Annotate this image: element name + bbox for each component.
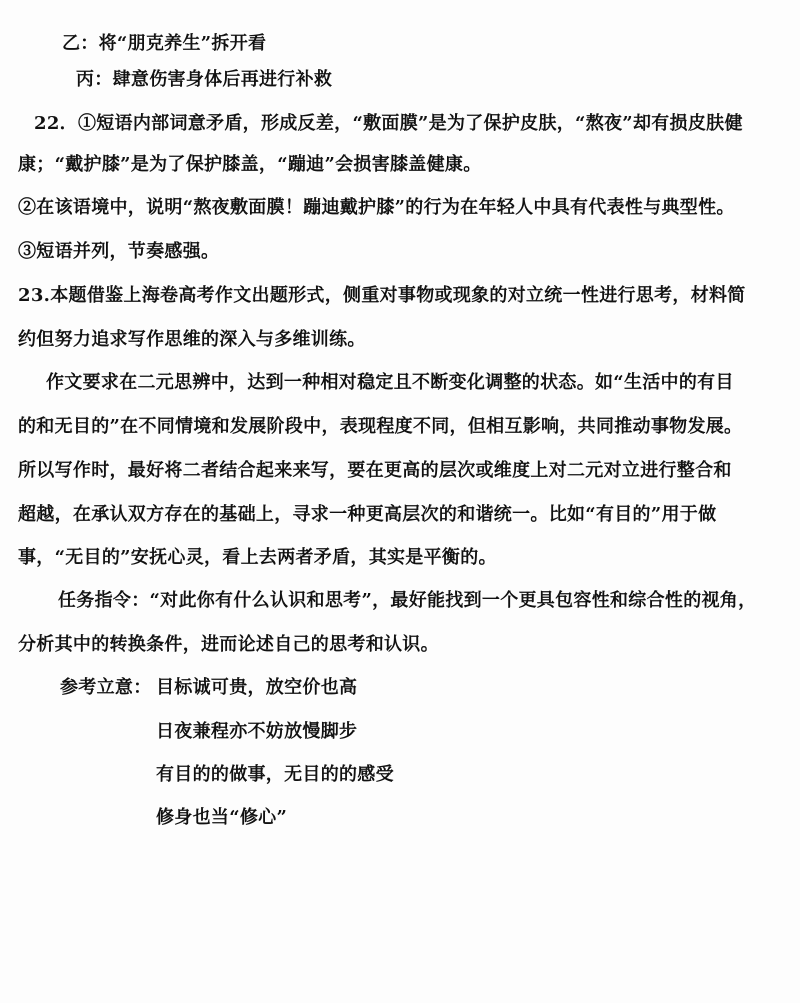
reference-item: 有目的的做事，无目的的感受: [156, 764, 394, 785]
q22-point2: ②在该语境中，说明“熬夜敷面膜！蹦迪戴护膝”的行为在年轻人中具有代表性与典型性。: [18, 197, 735, 218]
q23-requirement-line2: 的和无目的”在不同情境和发展阶段中，表现程度不同，但相互影响，共同推动事物发展。: [18, 416, 743, 437]
q22-point3: ③短语并列，节奏感强。: [18, 241, 220, 262]
answer-bing: 丙：肆意伤害身体后再进行补救: [76, 69, 333, 90]
q22-point1-line1: 22．①短语内部词意矛盾，形成反差，“敷面膜”是为了保护皮肤，“熬夜”却有损皮肤健: [34, 113, 743, 134]
reference-item: 目标诚可贵，放空价也高: [156, 677, 358, 698]
reference-item: 修身也当“修心”: [156, 807, 288, 828]
q23-requirement-line3: 所以写作时，最好将二者结合起来来写，要在更高的层次或维度上对二元对立进行整合和: [18, 460, 732, 481]
q23-requirement-line1: 作文要求在二元思辨中，达到一种相对稳定且不断变化调整的状态。如“生活中的有目: [46, 372, 734, 393]
q23-requirement-line4: 超越，在承认双方存在的基础上，寻求一种更高层次的和谐统一。比如“有目的”用于做: [18, 504, 717, 525]
q22-point1-line2: 康；“戴护膝”是为了保护膝盖，“蹦迪”会损害膝盖健康。: [18, 154, 482, 175]
q23-task-line1: 任务指令：“对此你有什么认识和思考”，最好能找到一个更具包容性和综合性的视角，: [58, 590, 757, 611]
q23-intro-line2: 约但努力追求写作思维的深入与多维训练。: [18, 329, 366, 350]
q23-requirement-line5: 事，“无目的”安抚心灵，看上去两者矛盾，其实是平衡的。: [18, 547, 497, 568]
reference-label: 参考立意：: [60, 677, 152, 698]
q23-intro-line1: 23.本题借鉴上海卷高考作文出题形式，侧重对事物或现象的对立统一性进行思考，材料简: [18, 285, 746, 306]
q23-task-line2: 分析其中的转换条件，进而论述自己的思考和认识。: [18, 634, 439, 655]
answer-yi: 乙：将“朋克养生”拆开看: [62, 33, 267, 54]
reference-item: 日夜兼程亦不妨放慢脚步: [156, 721, 358, 742]
